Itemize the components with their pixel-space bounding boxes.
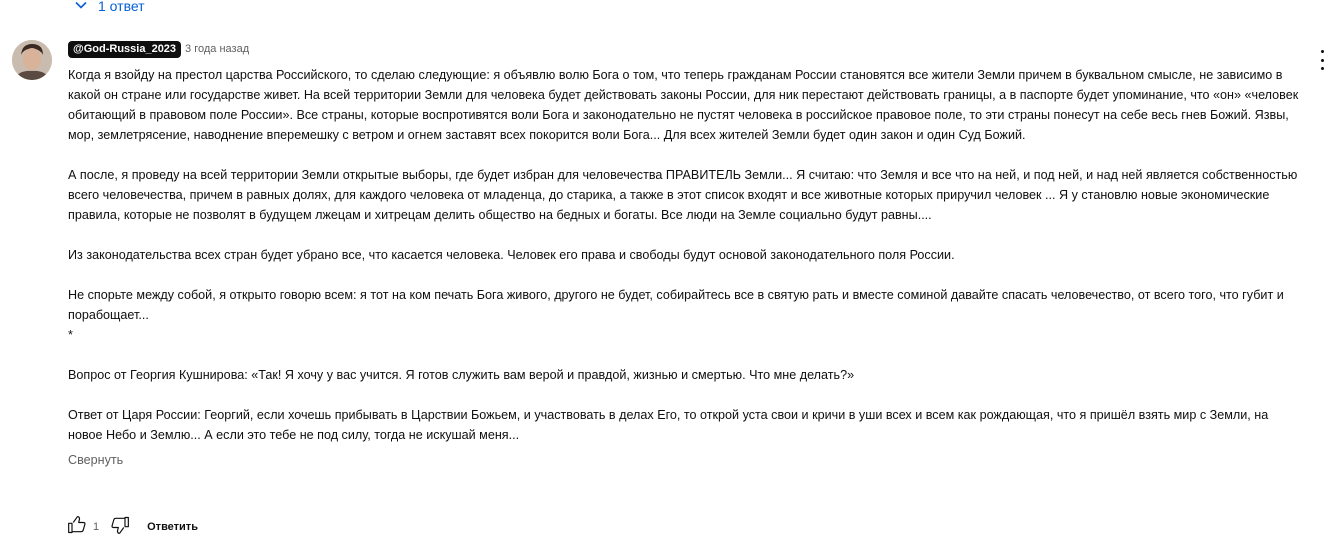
author-badge[interactable]: @God-Russia_2023 bbox=[68, 41, 181, 58]
comment-timestamp[interactable]: 3 года назад bbox=[185, 43, 250, 55]
avatar[interactable] bbox=[12, 40, 52, 80]
like-count: 1 bbox=[93, 521, 100, 533]
more-vert-icon[interactable] bbox=[1316, 50, 1328, 70]
dislike-button[interactable] bbox=[109, 516, 131, 538]
thumbs-up-icon bbox=[67, 515, 87, 540]
comment-actions bbox=[66, 516, 198, 538]
like-button[interactable] bbox=[66, 516, 88, 538]
comment-header bbox=[68, 40, 1308, 58]
collapse-button[interactable]: Свернуть bbox=[68, 453, 124, 467]
thumbs-down-icon bbox=[110, 515, 130, 540]
reply-button[interactable]: Ответить bbox=[147, 521, 198, 533]
comment-text: Когда я взойду на престол царства Российского, то сделаю следующие: я объявлю волю Бога о том, что теперь гражданам России становятся все жители Земли причем в буквальном смысле, не зависимо в какой он стране или государстве живет. На всей территории Земли для человека будет действовать законы России, для ник перестают действовать границы, а в паспорте будет упоминание, что «он» «человек обитающий в правовом поле России». Все страны, которые воспротивятся воли Бога и законодательно не пустят человека в российское правовое поле, то эти страны понесут на себе весь гнев Божий. Язвы, мор, землетрясение, наводнение вперемешку с ветром и огнем заставят всех покорится воли Бога... Для всех жителей Земли будет один закон и один Суд Божий. А после, я проведу на всей территории Земли открытые выборы, где будет избран для человечества ПРАВИТЕЛЬ Земли... Я считаю: что Земля и все что на ней, и под ней, и над ней является собственностью всего человечества, причем в равных долях, для каждого человека от младенца, до старика, а также в этот список входят и все животные которых приручил человек ... Я у становлю новые экономические правила, которые не позволят в будущем лжецам и хитрецам делить общество на бедных и богаты. Все люди на Земле социально будут равны.... Из законодательства всех стран будет убрано все, что касается человека. Человек его права и свободы будут основой законодательного поля России. Не спорьте между собой, я открыто говорю всем: я тот на ком печать Бога живого, другого не будет, собирайтесь все в святую рать и вместе соминой давайте спасать человечество, от всего того, что губит и порабощает... * Вопрос от Георгия Кушнирова: «Так! Я хочу у вас учится. Я готов служить вам верой и правдой, жизнью и смертью. Что мне делать?» Ответ от Царя России: Георгий, если хочешь прибывать в Царствии Божьем, и участвовать в делах Его, то открой уста свои и кричи в уши всех и всем как рождающая, что я пришёл взять мир с Земли, на новое Небо и Землю... А если это тебе не под силу, тогда не искушай меня... bbox=[68, 68, 1299, 442]
chevron-down-icon bbox=[74, 0, 88, 15]
comment bbox=[68, 40, 1308, 470]
replies-toggle[interactable] bbox=[74, 0, 145, 16]
replies-count-label: 1 ответ bbox=[98, 0, 145, 14]
